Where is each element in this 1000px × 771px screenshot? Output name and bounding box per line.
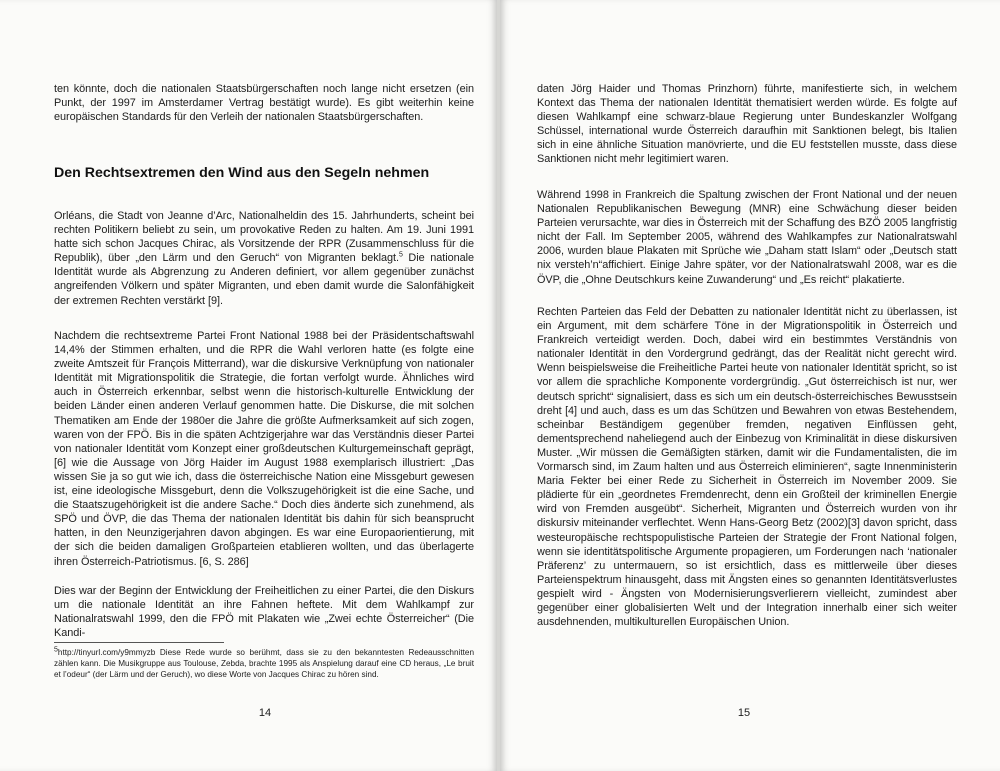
left-paragraph-2-text: Orléans, die Stadt von Jeanne d’Arc, Nationalheldin des 15. Jahrhunderts, scheint bei rechten Politikern beliebt zu sein, um provokative Reden zu halten. Am 19. Juni 1991 hatte sich schon Jacques Chirac, als Vorsitzende der RPR (Zusammenschluss für die Republik), über „den Lärm und den Geruch“ von Migranten beklagt. [54, 210, 474, 265]
left-paragraph-4: Dies war der Beginn der Entwicklung der Freiheitlichen zu einer Partei, die den Diskurs um die nationale Identität an ihre Fahnen heftete. Mit dem Wahlkampf zur Nationalratswahl 1999, den die FPÖ mit Plakaten wie „Zwei echte Österreicher“ (Die Kandi- [54, 585, 474, 640]
right-page [500, 0, 1000, 771]
footnote-reference: 5 [398, 251, 403, 259]
footnote-marker: 5 [54, 646, 58, 654]
page-number-left: 14 [258, 707, 272, 719]
left-page [0, 0, 497, 771]
left-paragraph-3: Nachdem die rechtsextreme Partei Front National 1988 bei der Präsidentschaftswahl 14,4% der Stimmen erhalten, und die RPR die Wahl verloren hatte (es folgte eine zweite Amtszeit für François Mitterrand), war die diskursive Verknüpfung von nationaler Identität mit Migrationspolitik die Strategie, die fortan verfolgt wurde. Ähnliches wird auch in Österreich erkennbar, selbst wenn die historisch-kulturelle Entwicklung der beiden Länder einen anderen Verlauf genommen hatte. Die Diskurse, die mit solchen Thematiken am Ende der 1980er die Jahre die größte Aufmerksamkeit auf sich zogen, waren von der FPÖ. Bis in die späten Achtzigerjahre war das Verständnis dieser Partei von nationaler Identität vom Konzept einer großdeutschen Kulturgemeinschaft geprägt, [6] wie die Aussage von Jörg Haider im August 1988 exemplarisch illustriert: „Das wissen Sie ja so gut wie ich, dass die österreichische Nation eine Missgeburt gewesen ist, eine ideologische Missgeburt, denn die Volkszugehörigkeit ist die eine Sache, und die Staatszugehörigkeit ist die andere Sache.“ Doch dies änderte sich zunehmend, als SPÖ und ÖVP, die das Thema der nationalen Identität bis dahin für sich beansprucht hatten, in den Neunzigerjahren davon abgingen. Es war eine Europaorientierung, mit der sich die beiden damaligen Großparteien etablieren wollten, und das überlagerte ihren Österreich-Patriotismus. [6, S. 286] [54, 330, 474, 568]
right-paragraph-3: Rechten Parteien das Feld der Debatten zu nationaler Identität nicht zu überlassen, ist ein Argument, mit dem schärfere Töne in der Migrationspolitik in Österreich und Frankreich verteidigt werden. Doch, dabei wird ein bestimmtes Verständnis von nationaler Identität in den Vordergrund gedrängt, das der Realität nicht gerecht wird. Wenn beispielsweise die Freiheitliche Partei heute von nationaler Identität spricht, so ist vor allem die sprachliche Komponente vordergründig. „Gut österreichisch ist nur, wer deutsch spricht“ signalisiert, dass es sich um ein deutsch-österreichisches Bewusstsein dreht [4] und auch, dass es um das Schützen und Bewahren von etwas Bestehendem, scheinbar Beständigem gegenüber fremden, negativen Einflüssen geht, dementsprechend naheliegend auch der Einbezug von Kriminalität in diese diskursiven Muster. „Wir müssen die Gemäßigten stärken, damit wir die Fundamentalisten, die im Vormarsch sind, im Zaum halten und aus Österreich eliminieren“, sagte Innenministerin Maria Fekter bei einer Rede zu Sicherheit in Österreich im November 2009. Sie plädierte für ein „geordnetes Fremdenrecht, denn ein Großteil der kriminellen Energie wird von Fremden ausgeübt“. Sicherheit, Migranten und Österreich wurden von ihr diskursiv miteinander verflechtet. Wenn Hans-Georg Betz (2002)[3] davon spricht, dass westeuropäische rechtspopulistische Parteien der Strategie der Front National folgen, wenn sie identitätspolitische Argumente propagieren, um Forderungen nach ‘nationaler Präferenz’ zu untermauern, so ist ersichtlich, dass es mittlerweile über dieses Parteienspektrum hinausgeht, dass mit Ängsten eines so genannten Identitätsverlustes gespielt wird - Ängsten von Modernisierungsverlierern vielleicht, zumindest aber gegenüber einer globalisierten Welt und der Integration innerhalb einer sich weiter ausdehnenden, multikulturellen Europäischen Union. [537, 306, 957, 629]
left-paragraph-2 [54, 209, 474, 308]
right-paragraph-1: daten Jörg Haider und Thomas Prinzhorn) führte, manifestierte sich, in welchem Kontext das Thema der nationalen Identität thematisiert werden würde. Es folgte auf diesen Wahlkampf eine schwarz-blaue Regierung unter Bundeskanzler Wolfgang Schüssel, international wurde Österreich daraufhin mit Sanktionen belegt, bis Italien sich in eine ähnliche Situation manövrierte, und die EU feststellen musste, dass diese Sanktionen nicht mehr legitimiert waren. [537, 83, 957, 166]
page-number-right: 15 [737, 707, 751, 719]
section-heading: Den Rechtsextremen den Wind aus den Segeln nehmen [54, 165, 430, 181]
footnote-divider [54, 642, 224, 643]
left-paragraph-2-rest: Die nationale Identität wurde als Abgrenzung zu Anderen definiert, vor allem gegenüber zunächst angreifenden Völkern und später Migranten, und eben damit wurde die Salonfähigkeit der extremen Rechten verstärkt [9]. [54, 252, 474, 307]
footnote [54, 647, 474, 681]
footnote-text: http://tinyurl.com/y9mmyzb Diese Rede wurde so berühmt, dass sie zu den bekanntesten Redeausschnitten zählen kann. Die Musikgruppe aus Toulouse, Zebda, brachte 1995 als Anspielung darauf eine CD heraus, „Le bruit et l’odeur“ (der Lärm und der Geruch), wo diese Worte von Jacques Chirac zu hören sind. [54, 648, 474, 680]
right-paragraph-2: Während 1998 in Frankreich die Spaltung zwischen der Front National und der neuen Nationalen Republikanischen Bewegung (MNR) eine Schwächung dieser beiden Parteien verursachte, war dies in Österreich mit der Schaffung des BZÖ 2005 langfristig nicht der Fall. Im September 2005, während des Wahlkampfes zur Nationalratswahl 2006, wurden blaue Plakaten mit Sprüche wie „Daham statt Islam“ oder „Deutsch statt nix versteh’n“affichiert. Einige Jahre später, vor der Nationalratswahl 2008, war es die ÖVP, die „Ohne Deutschkurs keine Zuwanderung“ und „Es reicht“ plakatierte. [537, 189, 957, 286]
left-paragraph-1: ten könnte, doch die nationalen Staatsbürgerschaften noch lange nicht ersetzen (ein Punkt, der 1997 im Amsterdamer Vertrag bestätigt wurde). Es gibt weiterhin keine europäischen Standards für den Verleih der nationalen Staatsbürgerschaften. [54, 83, 474, 124]
